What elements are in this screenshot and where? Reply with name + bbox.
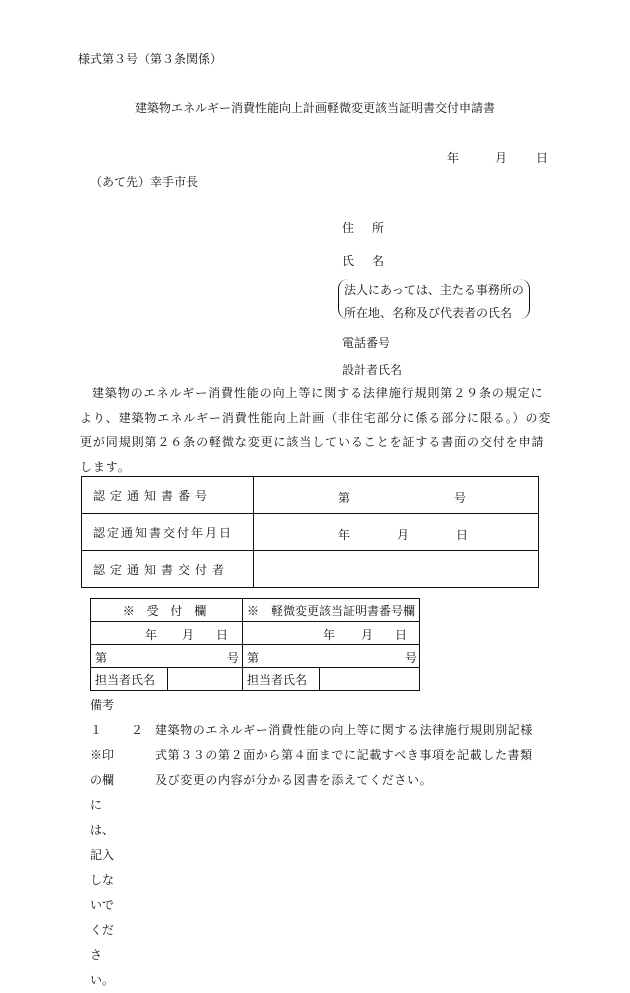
name-label: 氏名 (342, 254, 403, 268)
cert-date-field[interactable] (254, 514, 539, 551)
certificate-date-field[interactable] (243, 622, 420, 645)
certificate-month: 月 (361, 628, 374, 642)
certificate-number-prefix: 第 (247, 651, 260, 665)
receipt-date-field[interactable] (91, 622, 243, 645)
cert-date-year: 年 (338, 528, 351, 542)
certificate-day: 日 (395, 628, 408, 642)
table-row (91, 622, 420, 645)
cert-number-prefix: 第 (338, 491, 351, 505)
cert-date-label: 認定通知書交付年月日 (82, 514, 254, 551)
certificate-number-field[interactable] (243, 645, 420, 668)
receipt-day: 日 (216, 628, 229, 642)
cert-issuer-label: 認定通知書交付者 (82, 551, 254, 588)
receipt-month: 月 (182, 628, 195, 642)
certificate-staff-label: 担当者氏名 (243, 668, 320, 691)
certification-table (81, 476, 539, 588)
table-row (82, 477, 539, 514)
form-number: 様式第３号（第３条関係） (78, 52, 223, 66)
date-month: 月 (495, 151, 508, 165)
corporate-note (338, 279, 530, 319)
cert-issuer-field[interactable] (254, 551, 539, 588)
application-body-text: 建築物のエネルギー消費性能の向上等に関する法律施行規則第２９条の規定により、建築物エネルギー消費性能向上計画（非住宅部分に係る部分に限る。）の変更が同規則第２６条の軽微な変更に該当していることを証する書面の交付を申請します。 (80, 386, 552, 474)
addressee: （あて先）幸手市長 (90, 175, 199, 189)
certificate-number-header: ※ 軽微変更該当証明書番号欄 (243, 599, 420, 622)
receipt-year: 年 (145, 628, 158, 642)
table-row (91, 599, 420, 622)
table-row (91, 645, 420, 668)
receipt-staff-label: 担当者氏名 (91, 668, 168, 691)
table-row (82, 551, 539, 588)
cert-date-month: 月 (397, 528, 410, 542)
receipt-number-field[interactable] (91, 645, 243, 668)
note-2-number: ２ (131, 723, 144, 737)
document-title: 建築物エネルギー消費性能向上計画軽微変更該当証明書交付申請書 (134, 101, 495, 115)
note-2-text: 建築物のエネルギー消費性能の向上等に関する法律施行規則別記様式第３３の第２面から第４面までに記載すべき事項を記載した書類及び変更の内容が分かる図書を添えてください。 (155, 723, 534, 787)
cert-date-day: 日 (456, 528, 469, 542)
table-row (91, 668, 420, 691)
receipt-staff-field[interactable] (168, 668, 243, 691)
table-row (82, 514, 539, 551)
application-date (447, 149, 548, 166)
note-1: 備考 １ ※印の欄には、記入しないでください。 (90, 698, 127, 987)
certificate-year: 年 (323, 628, 336, 642)
date-day: 日 (536, 151, 549, 165)
corporate-note-line1: 法人にあっては、主たる事務所の (344, 283, 524, 297)
corporate-note-line2: 所在地、名称及び代表者の氏名 (344, 306, 513, 320)
certificate-number-suffix: 号 (405, 651, 418, 665)
certificate-staff-field[interactable] (320, 668, 420, 691)
receipt-header: ※ 受 付 欄 (91, 599, 243, 622)
date-year: 年 (447, 151, 460, 165)
cert-number-field[interactable] (254, 477, 539, 514)
receipt-number-prefix: 第 (95, 651, 108, 665)
receipt-table (90, 598, 420, 691)
receipt-number-suffix: 号 (227, 651, 240, 665)
note-2 (131, 718, 543, 793)
cert-number-label: 認定通知書番号 (82, 477, 254, 514)
cert-number-suffix: 号 (454, 491, 467, 505)
designer-label: 設計者氏名 (342, 363, 403, 377)
address-label: 住所 (342, 221, 403, 235)
phone-label: 電話番号 (342, 336, 391, 350)
